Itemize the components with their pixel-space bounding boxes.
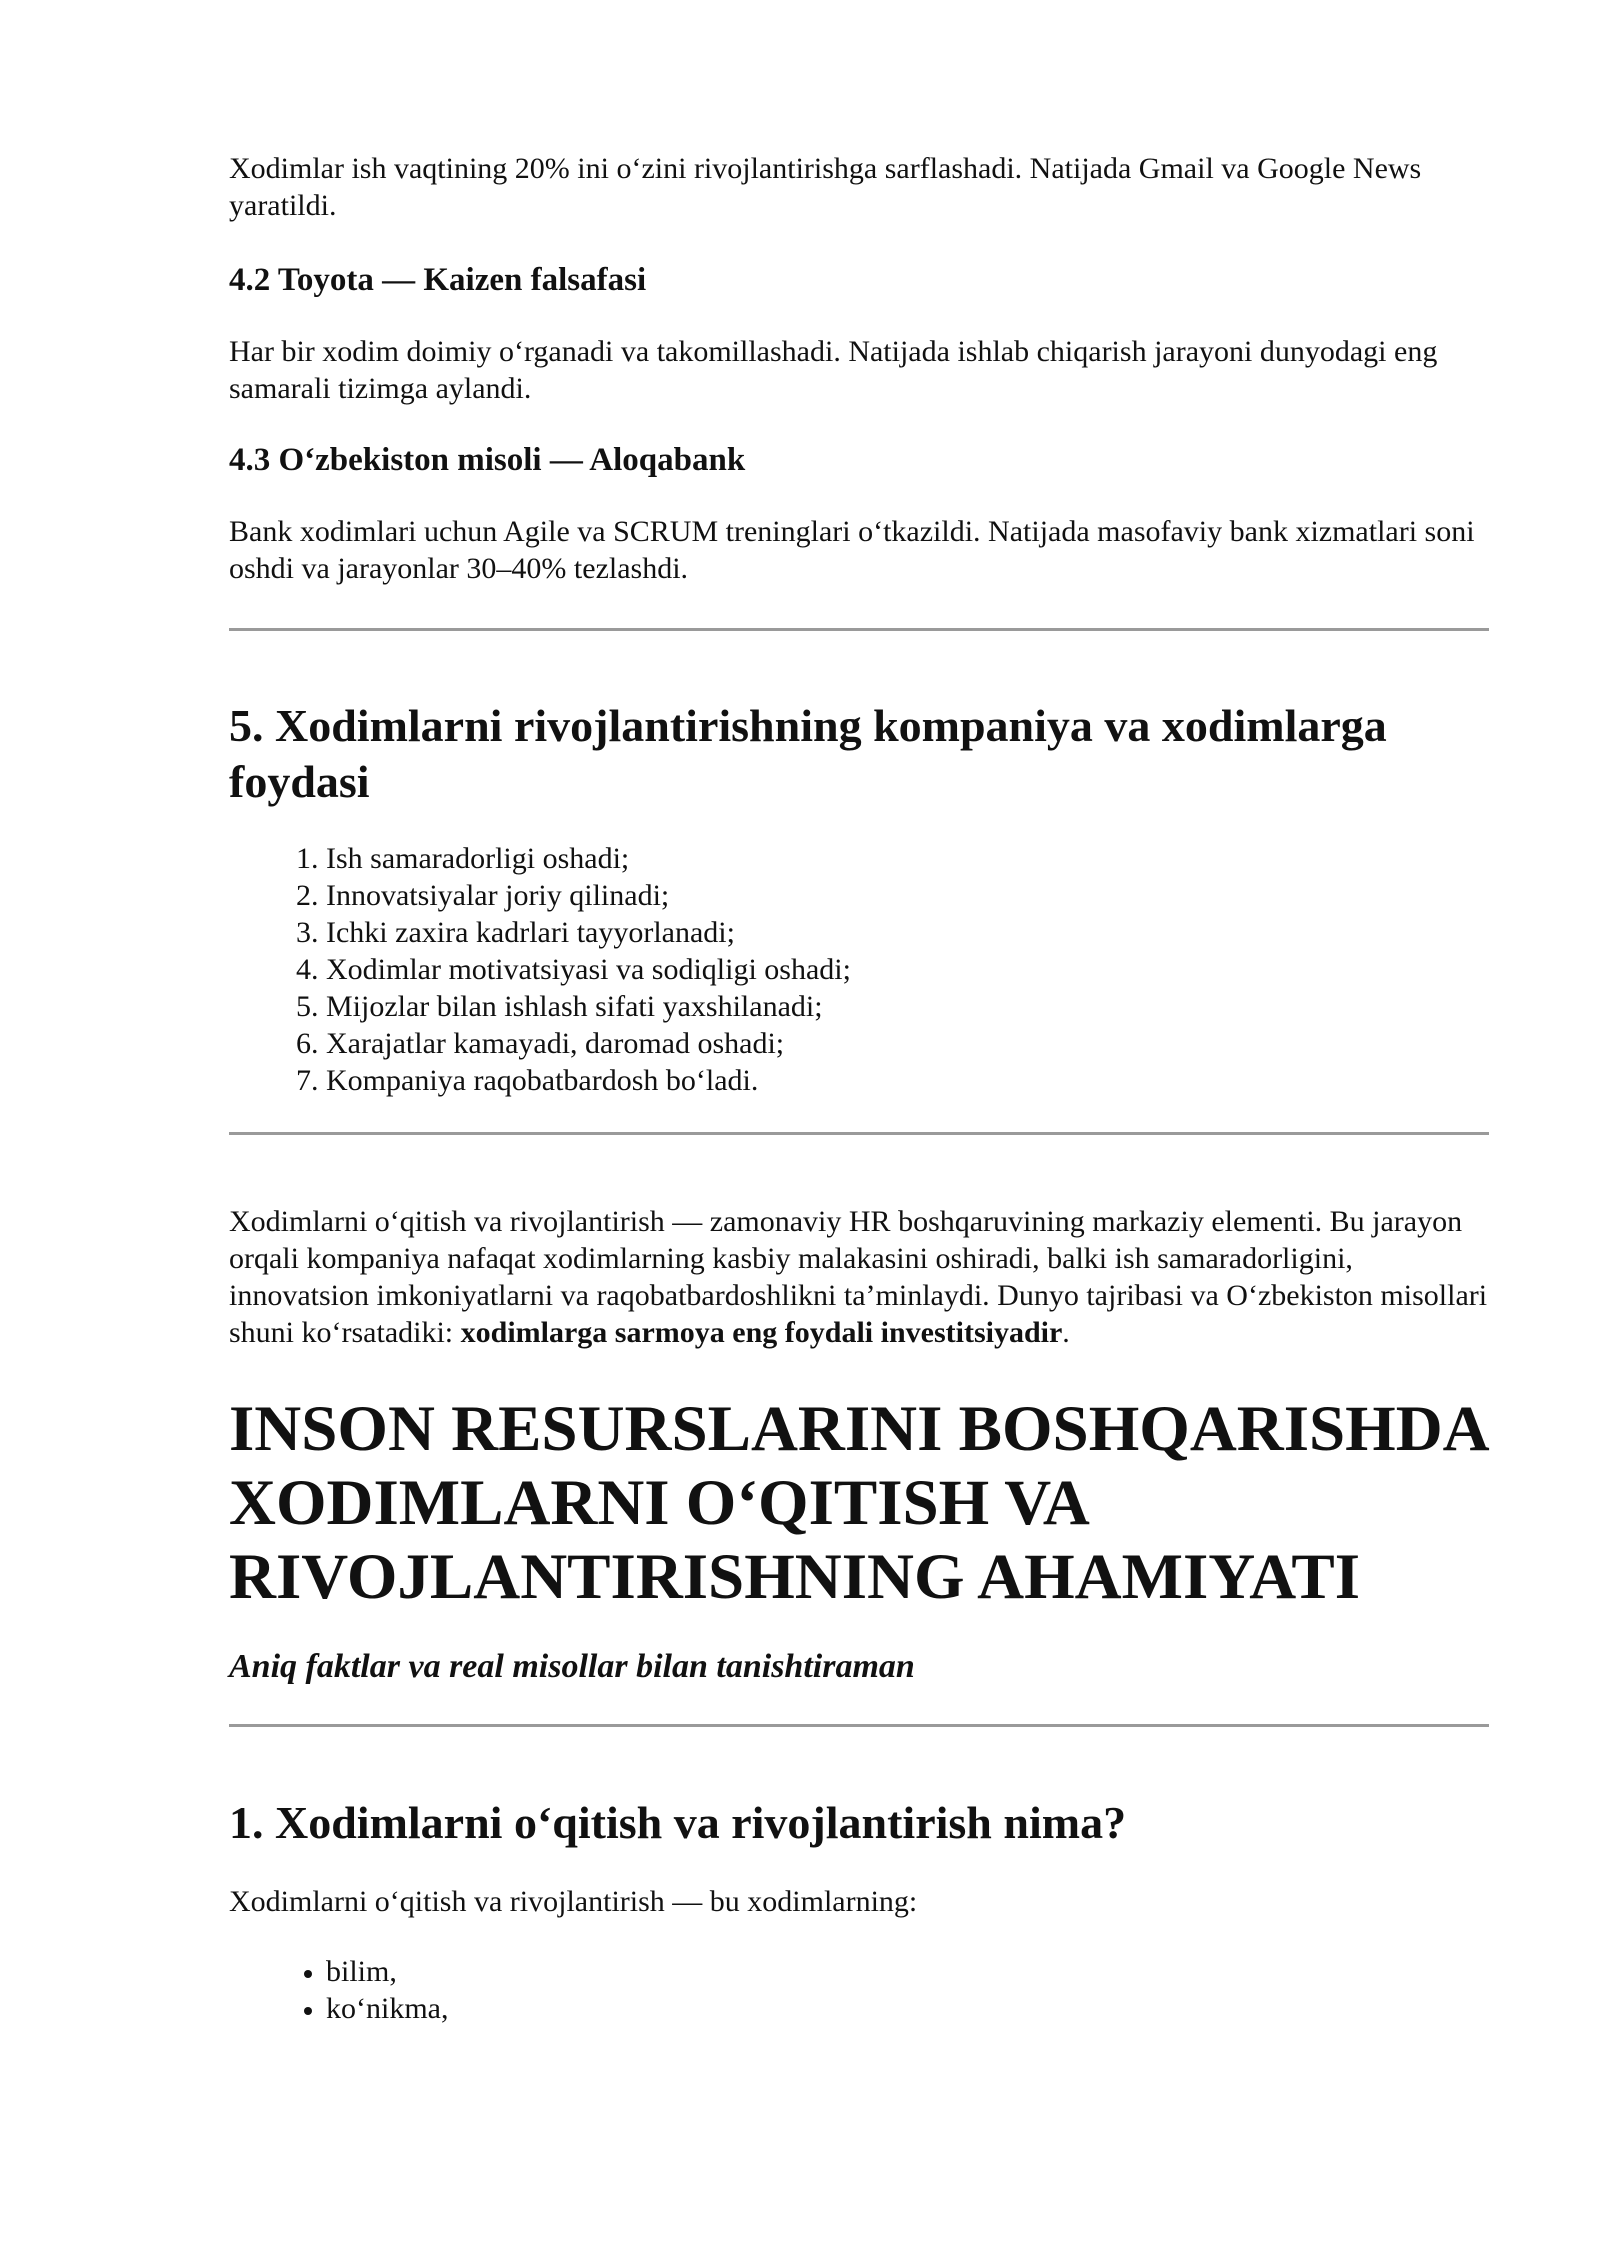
list-item: • bilim,: [326, 1953, 1489, 1990]
list-item: 4. Xodimlar motivatsiyasi va sodiqligi oshadi;: [326, 951, 1489, 988]
list-item: 3. Ichki zaxira kadrlari tayyorlanadi;: [326, 914, 1489, 951]
section5-heading: 5. Xodimlarni rivojlantirishning kompaniya va xodimlarga foydasi: [229, 700, 1387, 807]
document-body: [229, 150, 1489, 2027]
list-item: 7. Kompaniya raqobatbardosh bo‘ladi.: [326, 1062, 1489, 1099]
conclusion-text: Xodimlarni o‘qitish va rivojlantirish — zamonaviy HR boshqaruvining markaziy elementi. Bu jarayon orqali kompaniya nafaqat xodimlarning kasbiy malakasini oshiradi, balki ish samaradorligini, innovatsion imkoniyatlarni va raqobatbardoshlikni ta’minlaydi. Dunyo tajribasi va O‘zbekiston misollari shuni ko‘rsatadiki:: [229, 1205, 1488, 1349]
section1-heading: 1. Xodimlarni o‘qitish va rivojlantirish nima?: [229, 1797, 1127, 1848]
aloqabank-heading: 4.3 O‘zbekiston misoli — Aloqabank: [229, 442, 746, 478]
document-subtitle: Aniq faktlar va real misollar bilan tanishtiraman: [229, 1648, 915, 1685]
list-item: 2. Innovatsiyalar joriy qilinadi;: [326, 877, 1489, 914]
section1-intro: Xodimlarni o‘qitish va rivojlantirish — bu xodimlarning:: [229, 1885, 918, 1918]
list-item: 1. Ish samaradorligi oshadi;: [326, 840, 1489, 877]
toyota-heading: 4.2 Toyota — Kaizen falsafasi: [229, 262, 647, 298]
conclusion-emphasis: xodimlarga sarmoya eng foydali investitsiyadir: [460, 1316, 1063, 1349]
toyota-text: Har bir xodim doimiy o‘rganadi va takomillashadi. Natijada ishlab chiqarish jarayoni dunyodagi eng samarali tizimga aylandi.: [229, 335, 1438, 405]
skills-list: [229, 1953, 1489, 2027]
conclusion-end: .: [1062, 1316, 1070, 1349]
list-item: • ko‘nikma,: [326, 1990, 1489, 2027]
list-item: 6. Xarajatlar kamayadi, daromad oshadi;: [326, 1025, 1489, 1062]
conclusion-paragraph: [229, 1203, 1489, 1351]
list-item: 5. Mijozlar bilan ishlash sifati yaxshilanadi;: [326, 988, 1489, 1025]
google-example-text: Xodimlar ish vaqtining 20% ini o‘zini rivojlantirishga sarflashadi. Natijada Gmail va Google News yaratildi.: [229, 152, 1422, 222]
document-title: INSON RESURSLARINI BOSHQARISHDA XODIMLARNI O‘QITISH VA RIVOJLANTIRISHNING AHAMIYATI: [229, 1393, 1486, 1613]
aloqabank-text: Bank xodimlari uchun Agile va SCRUM treninglari o‘tkazildi. Natijada masofaviy bank xizmatlari soni oshdi va jarayonlar 30–40% tezlashdi.: [229, 515, 1475, 585]
benefits-list: [229, 840, 1489, 1099]
